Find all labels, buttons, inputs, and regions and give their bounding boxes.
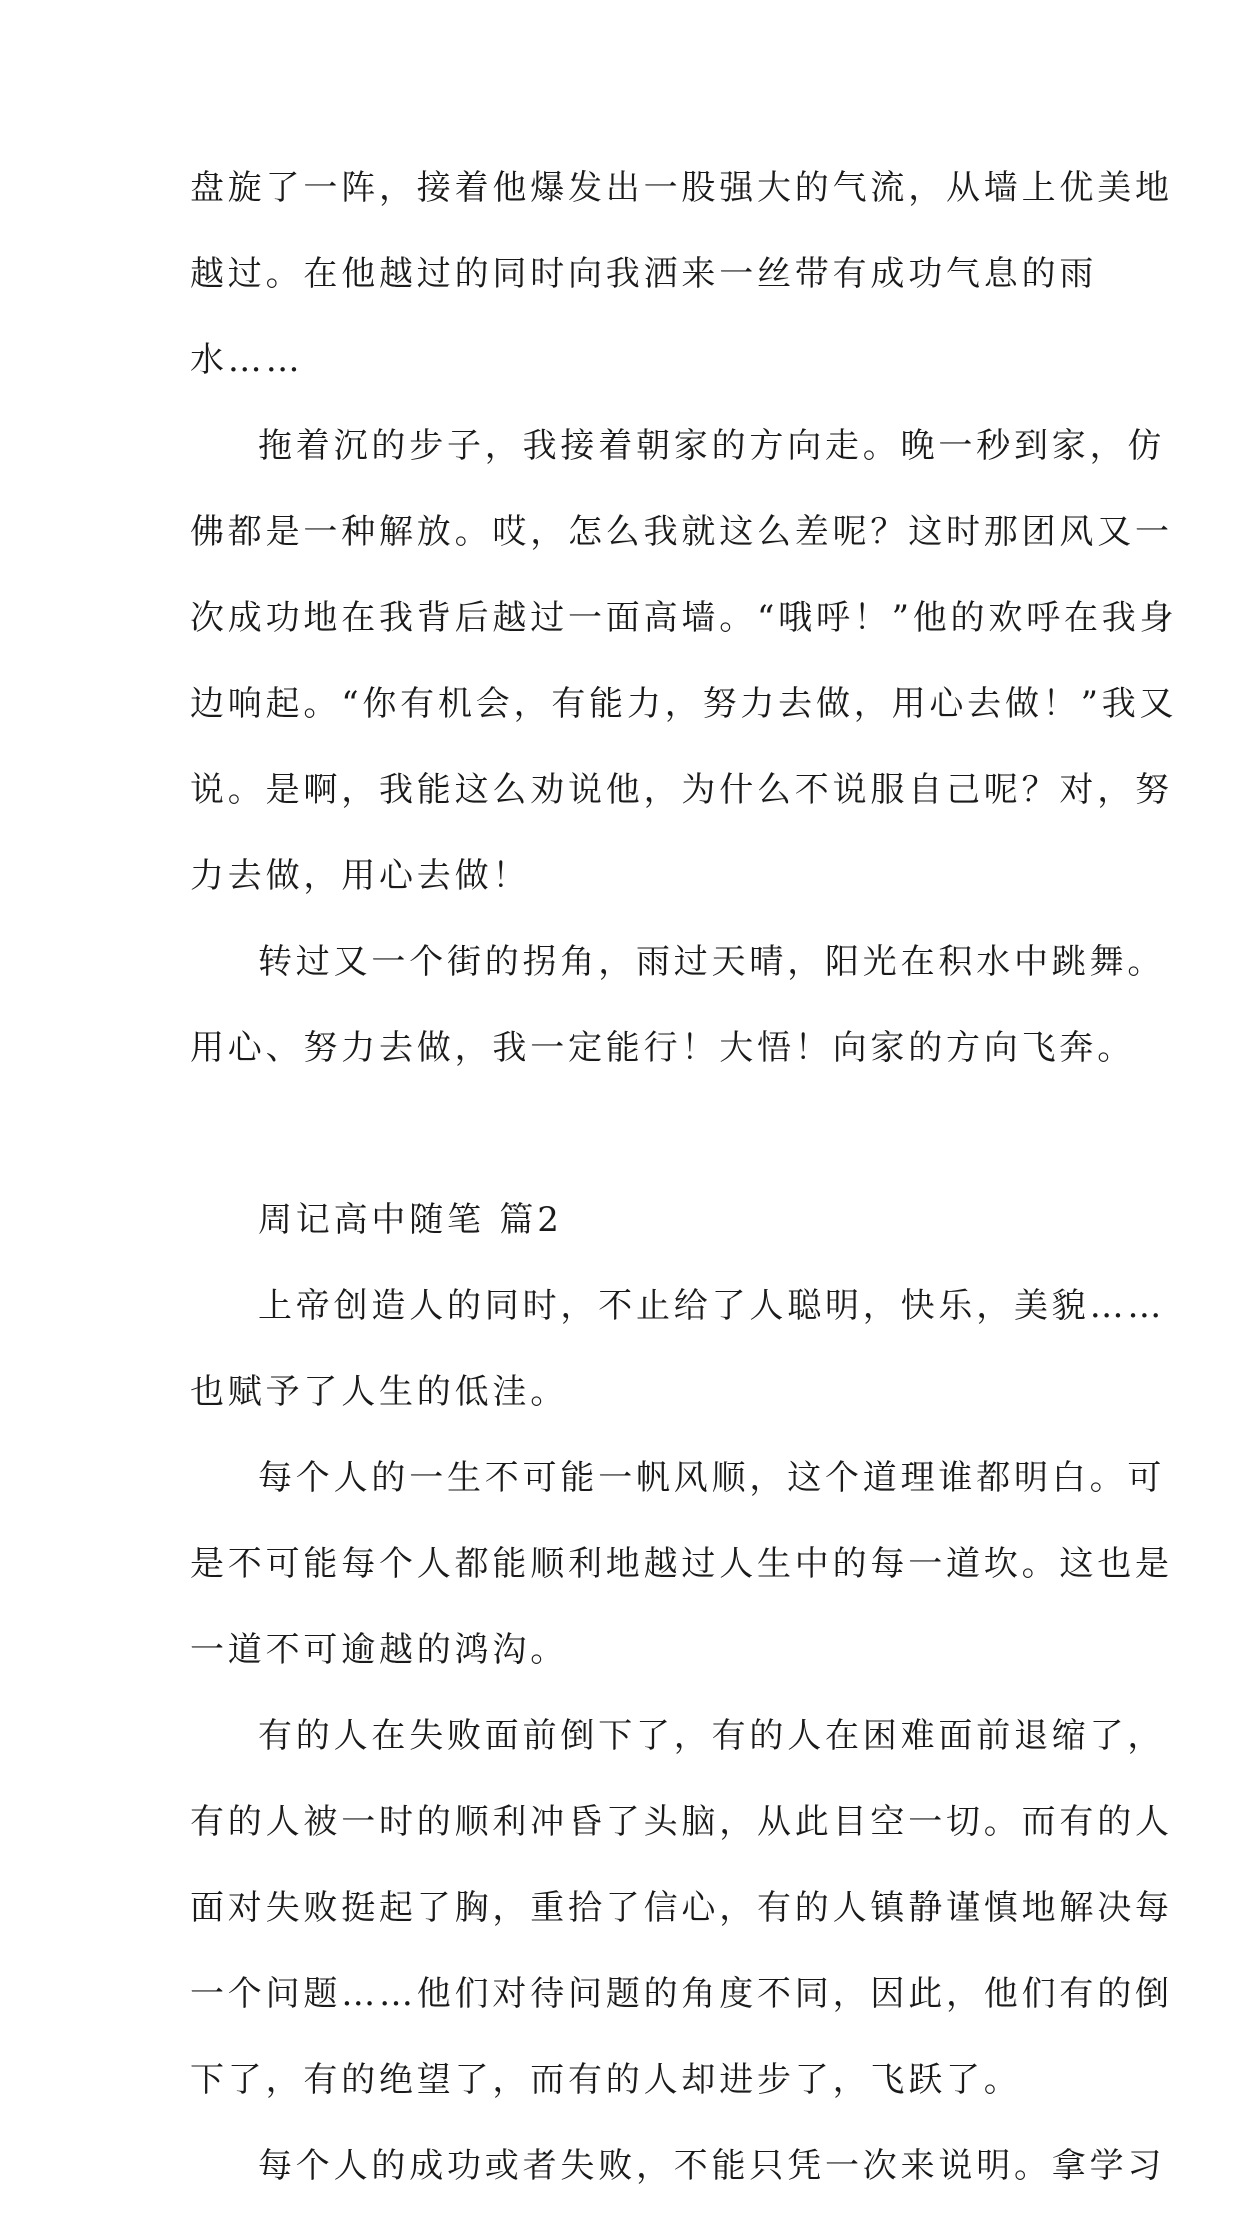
text-line: 也赋予了人生的低洼。 [190, 1372, 568, 1412]
text-line: 一个问题……他们对待问题的角度不同，因此，他们有的倒 [190, 1974, 1173, 2014]
paragraph [190, 931, 1166, 1103]
section-gap [190, 1103, 1060, 1189]
text-line: 越过。在他越过的同时向我洒来一丝带有成功气息的雨 [190, 254, 1098, 294]
paragraph [190, 2135, 1166, 2221]
text-line: 上帝创造人的同时，不止给了人聪明，快乐，美貌…… [258, 1286, 1166, 1326]
text-line: 有的人在失败面前倒下了，有的人在困难面前退缩了， [258, 1716, 1166, 1756]
text-line: 用心、努力去做，我一定能行！大悟！向家的方向飞奔。 [190, 1028, 1135, 1068]
text-line: 说。是啊，我能这么劝说他，为什么不说服自己呢？对，努 [190, 770, 1173, 810]
text-line: 边响起。“你有机会，有能力，努力去做，用心去做！”我又 [190, 684, 1178, 724]
text-line: 次成功地在我背后越过一面高墙。“哦呼！”他的欢呼在我身 [190, 598, 1178, 638]
paragraph [190, 1275, 1166, 1447]
document-body [190, 157, 1178, 2221]
paragraph [190, 415, 1178, 931]
text-line: 有的人被一时的顺利冲昏了头脑，从此目空一切。而有的人 [190, 1802, 1173, 1842]
paragraph [190, 1447, 1173, 1705]
text-line: 每个人的一生不可能一帆风顺，这个道理谁都明白。可 [258, 1458, 1166, 1498]
text-line: 下了，有的绝望了，而有的人却进步了，飞跃了。 [190, 2060, 1022, 2100]
text-line: 拖着沉的步子，我接着朝家的方向走。晚一秒到家，仿 [258, 426, 1166, 466]
text-line: 盘旋了一阵，接着他爆发出一股强大的气流，从墙上优美地 [190, 168, 1173, 208]
text-line: 力去做，用心去做！ [190, 856, 531, 896]
text-line: 一道不可逾越的鸿沟。 [190, 1630, 568, 1670]
text-line: 面对失败挺起了胸，重拾了信心，有的人镇静谨慎地解决每 [190, 1888, 1173, 1928]
text-line: 佛都是一种解放。哎，怎么我就这么差呢？这时那团风又一 [190, 512, 1173, 552]
text-line: 转过又一个街的拐角，雨过天晴，阳光在积水中跳舞。 [258, 942, 1166, 982]
section-title: 周记高中随笔 篇2 [258, 1200, 563, 1240]
paragraph [190, 157, 1173, 415]
text-line: 是不可能每个人都能顺利地越过人生中的每一道坎。这也是 [190, 1544, 1173, 1584]
text-line: 每个人的成功或者失败，不能只凭一次来说明。拿学习 [258, 2146, 1166, 2186]
text-line: 水…… [190, 340, 304, 380]
paragraph [190, 1705, 1173, 2135]
